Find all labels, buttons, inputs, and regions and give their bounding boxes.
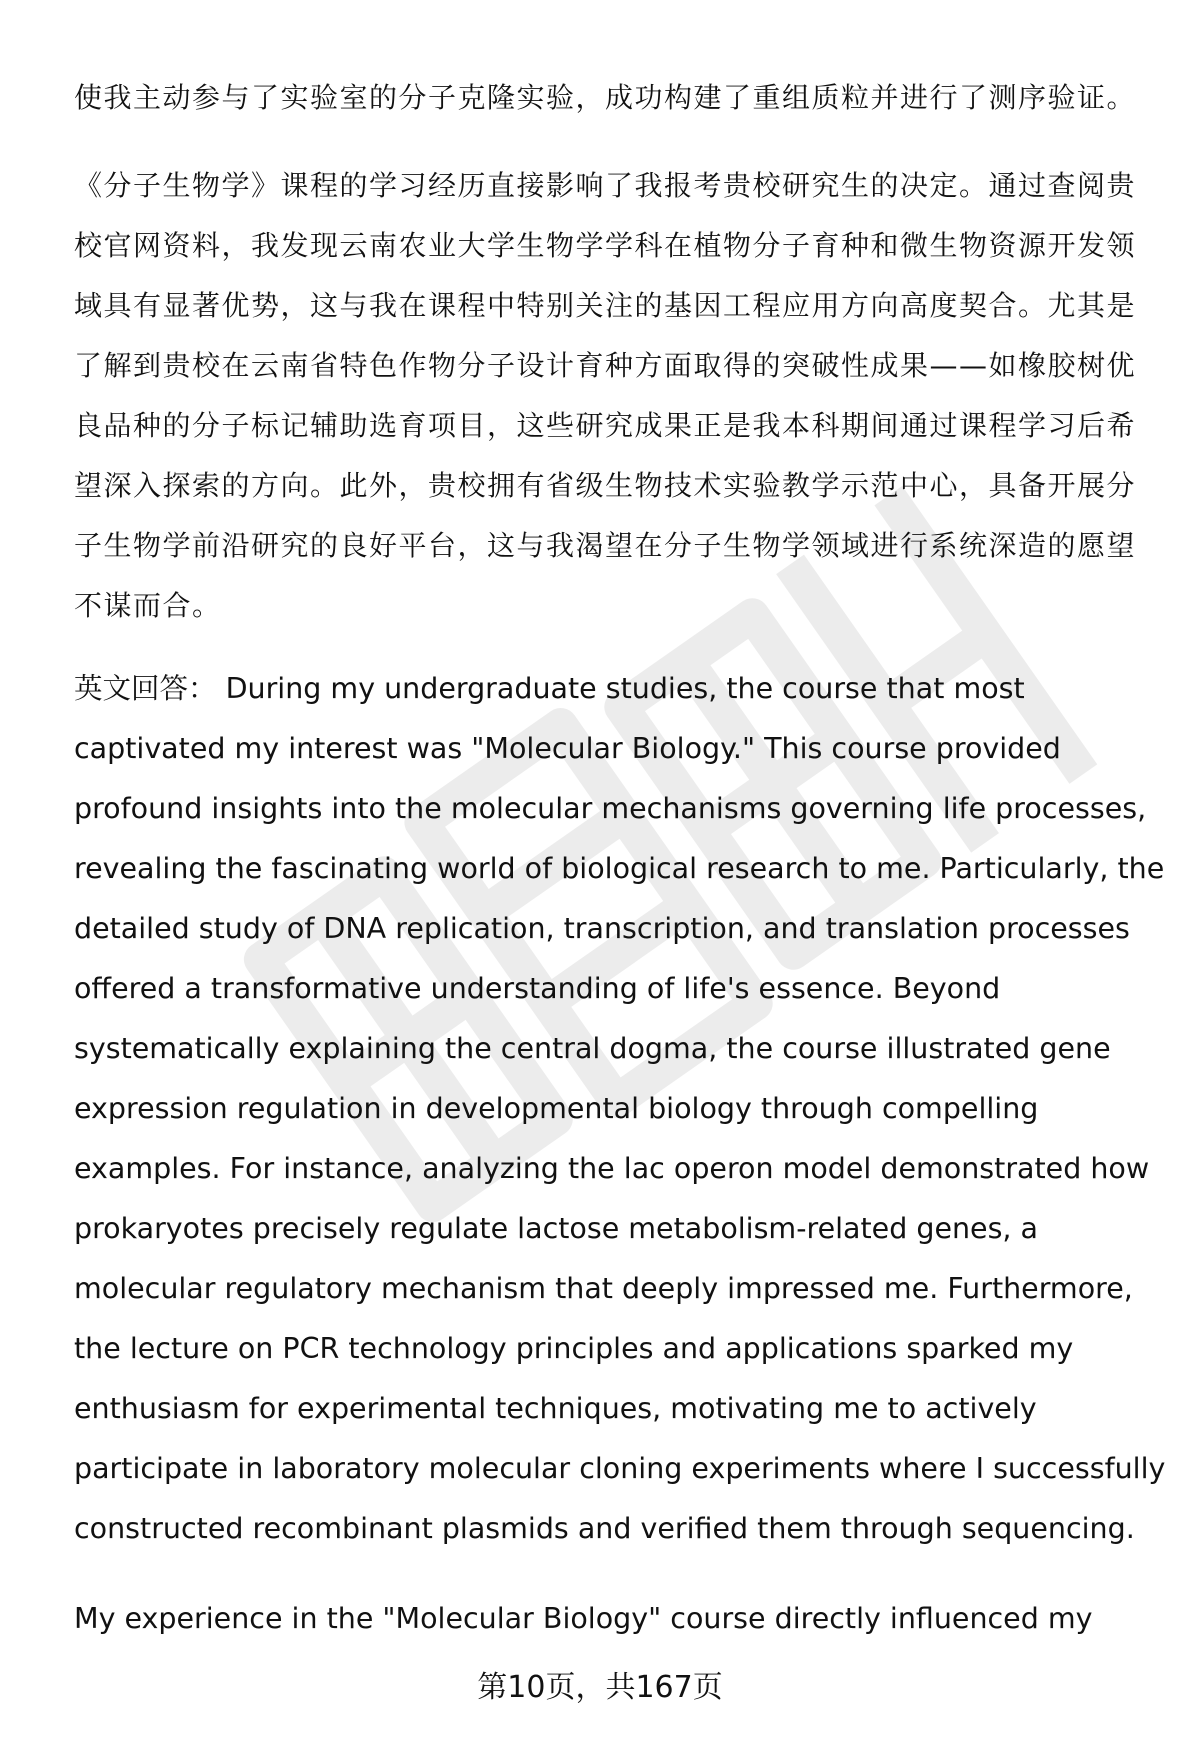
text-line: 望深入探索的方向。此外，贵校拥有省级生物技术实验教学示范中心，具备开展分 [74, 469, 1137, 502]
text-line: examples. For instance, analyzing the lac operon model demonstrated how [74, 1152, 1150, 1185]
text-line: participate in laboratory molecular cloning experiments where I successfully [74, 1452, 1166, 1485]
text-line: constructed recombinant plasmids and verified them through sequencing. [74, 1512, 1135, 1545]
paragraph-application-reason-cn [74, 156, 1159, 636]
text-line: prokaryotes precisely regulate lactose metabolism-related genes, a [74, 1212, 1039, 1245]
text-line: 使我主动参与了实验室的分子克隆实验，成功构建了重组质粒并进行了测序验证。 [74, 81, 1137, 114]
paragraph-english-answer [74, 659, 1166, 1559]
text-line: captivated my interest was "Molecular Biology." This course provided [74, 732, 1061, 765]
text-line: 良品种的分子标记辅助选育项目，这些研究成果正是我本科期间通过课程学习后希 [74, 409, 1137, 442]
text-line: the lecture on PCR technology principles and applications sparked my [74, 1332, 1074, 1365]
paragraph-cloning-continuation [74, 68, 1159, 128]
document-body [74, 68, 1166, 1649]
text-line: 不谋而合。 [74, 589, 222, 622]
text-line: revealing the fascinating world of biological research to me. Particularly, the [74, 852, 1165, 885]
text-line: systematically explaining the central dogma, the course illustrated gene [74, 1032, 1111, 1065]
text-line-first [74, 659, 1159, 719]
text-line: enthusiasm for experimental techniques, motivating me to actively [74, 1392, 1037, 1425]
text-line: 了解到贵校在云南省特色作物分子设计育种方面取得的突破性成果——如橡胶树优 [74, 349, 1137, 382]
text-line: expression regulation in developmental biology through compelling [74, 1092, 1039, 1125]
text-line: 子生物学前沿研究的良好平台，这与我渴望在分子生物学领域进行系统深造的愿望 [74, 529, 1137, 562]
english-answer-label: 英文回答： [74, 672, 217, 705]
text-line: My experience in the "Molecular Biology" course directly influenced my [74, 1602, 1093, 1635]
text-line: molecular regulatory mechanism that deeply impressed me. Furthermore, [74, 1272, 1133, 1305]
text-line: 域具有显著优势，这与我在课程中特别关注的基因工程应用方向高度契合。尤其是 [74, 289, 1137, 322]
text-line: detailed study of DNA replication, transcription, and translation processes [74, 912, 1130, 945]
paragraph-english-application-reason [74, 1589, 1159, 1649]
page-number-footer: 第10页，共167页 [477, 1670, 723, 1705]
text-line: 校官网资料，我发现云南农业大学生物学学科在植物分子育种和微生物资源开发领 [74, 229, 1137, 262]
english-answer-line-start: During my undergraduate studies, the course that most [216, 672, 1025, 705]
text-line: offered a transformative understanding of life's essence. Beyond [74, 972, 1001, 1005]
text-line: profound insights into the molecular mechanisms governing life processes, [74, 792, 1147, 825]
text-line: 《分子生物学》课程的学习经历直接影响了我报考贵校研究生的决定。通过查阅贵 [74, 169, 1137, 202]
